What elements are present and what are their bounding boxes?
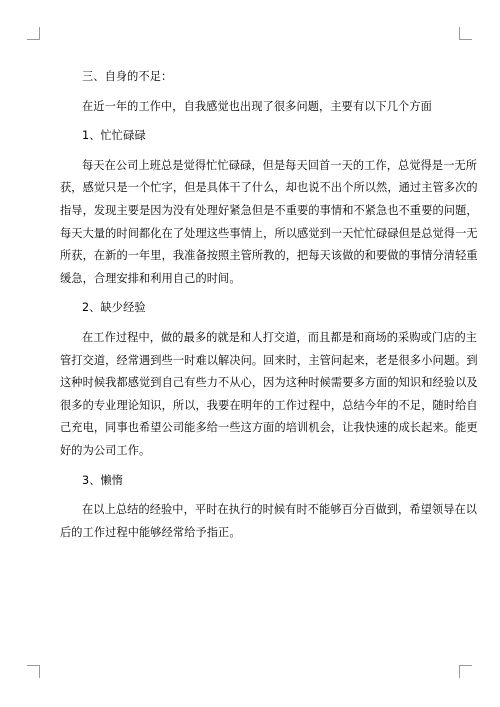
- paragraph-line: 己充电，同事也希望公司能多给一些这方面的培训机会，让我快速的成长起来。能更: [60, 421, 478, 435]
- crop-mark-bottom-right-h: [459, 665, 472, 666]
- section-heading: [60, 470, 444, 493]
- crop-mark-top-right-v: [459, 27, 460, 40]
- paragraph-spacing: [60, 148, 444, 155]
- section-heading: [60, 125, 444, 148]
- paragraph-line: 后的工作过程中能够经常给予指正。: [60, 525, 241, 539]
- paragraph-line: 在以上总结的经验中，平时在执行的时候有时不能够百分百做到，希望领导在以: [82, 503, 478, 517]
- paragraph-line: 好的为公司工作。: [60, 443, 151, 457]
- crop-mark-bottom-left-v: [39, 665, 40, 678]
- paragraph: [60, 96, 444, 119]
- paragraph-line: 每天大量的时间都化在了处理这些事情上，所以感觉到一天忙忙碌碌但是总觉得一无: [60, 226, 478, 240]
- paragraph-spacing: [60, 320, 444, 327]
- heading-line: 三、自身的不足：: [82, 70, 173, 83]
- crop-mark-bottom-right-v: [459, 665, 460, 678]
- paragraph: [60, 499, 478, 544]
- paragraph-line: 获，感觉只是一个忙字，但是具体干了什么，却也说不出个所以然，通过主管多次的: [60, 181, 478, 195]
- paragraph: [60, 155, 478, 291]
- heading-line: 3、懒惰: [82, 473, 124, 487]
- paragraph-spacing: [60, 89, 444, 96]
- paragraph-spacing: [60, 290, 444, 297]
- heading-line: 1、忙忙碌碌: [82, 129, 146, 143]
- paragraph-spacing: [60, 492, 444, 499]
- paragraph-line: 所获，在新的一年里，我准备按照主管所教的，把每天该做的和要做的事情分清轻重: [60, 249, 478, 263]
- paragraph-line: 管打交道，经常遇到些一时难以解决问。回来时，主管问起来，老是很多小问题。到: [60, 353, 478, 367]
- paragraph-spacing: [60, 463, 444, 470]
- paragraph: [60, 327, 478, 463]
- paragraph-line: 指导，发现主要是因为没有处理好紧急但是不重要的事情和不紧急也不重要的问题，: [60, 203, 478, 217]
- document-body: [60, 66, 478, 544]
- paragraph-line: 在近一年的工作中，自我感觉也出现了很多问题，主要有以下几个方面: [82, 99, 432, 113]
- paragraph-line: 很多的专业理论知识，所以，我要在明年的工作过程中，总结今年的不足，随时给自: [60, 398, 478, 412]
- paragraph-line: 在工作过程中，做的最多的就是和人打交道，而且都是和商场的采购或门店的主: [82, 330, 478, 344]
- section-heading: [60, 297, 444, 320]
- paragraph-spacing: [60, 118, 444, 125]
- heading-line: 2、缺少经验: [82, 301, 146, 315]
- paragraph-line: 缓急，合理安排和利用自己的时间。: [60, 271, 241, 285]
- section-heading: [60, 66, 444, 89]
- crop-mark-top-left-v: [39, 27, 40, 40]
- paragraph-line: 这种时候我都感觉到自己有些力不从心，因为这种时候需要多方面的知识和经验以及: [60, 376, 478, 390]
- crop-mark-top-right-h: [459, 39, 472, 40]
- paragraph-line: 每天在公司上班总是觉得忙忙碌碌，但是每天回首一天的工作，总觉得是一无所: [82, 158, 478, 172]
